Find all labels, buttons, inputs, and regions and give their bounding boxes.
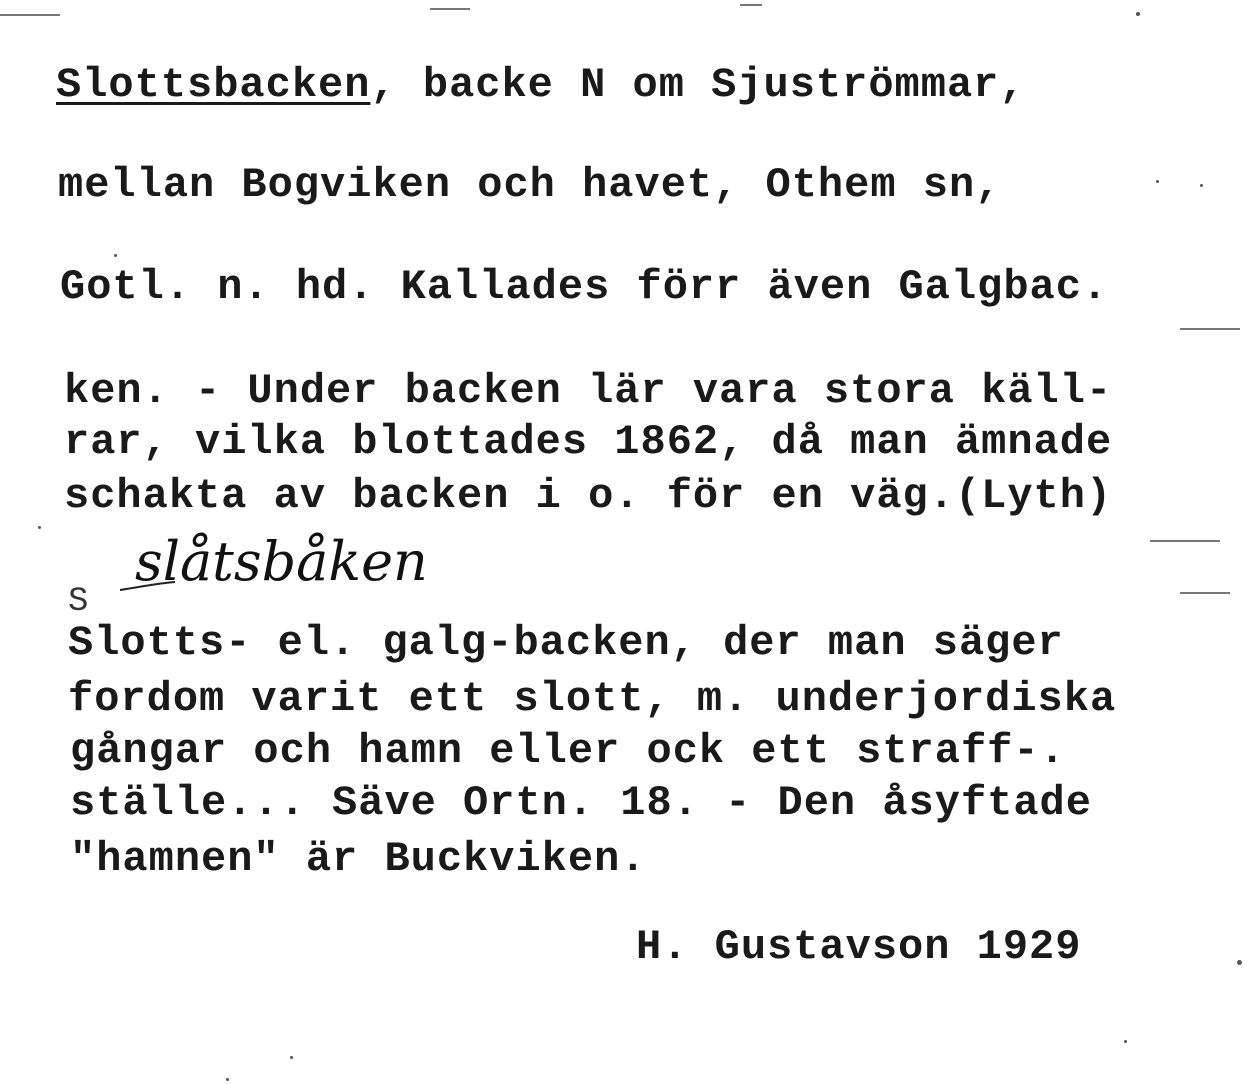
scan-mark: [0, 14, 60, 16]
card-line-9: gångar och hamn eller ock ett straff-.: [70, 727, 1066, 775]
scan-mark: [430, 8, 470, 10]
card-line-4: ken. - Under backen lär vara stora käll-: [64, 367, 1113, 415]
scan-mark: [740, 4, 762, 6]
card-line-8: fordom varit ett slott, m. underjordiska: [68, 675, 1117, 723]
card-line-2: mellan Bogviken och havet, Othem sn,: [58, 161, 1002, 209]
card-line-3: Gotl. n. hd. Kallades förr även Galgbac.: [60, 263, 1109, 311]
card-line-7: Slotts- el. galg-backen, der man säger: [68, 619, 1064, 667]
source-marker: S: [68, 583, 90, 621]
scan-speck: [1156, 180, 1159, 183]
scan-speck: [1136, 12, 1140, 16]
scan-mark: [1150, 540, 1220, 542]
card-line-11: "hamnen" är Buckviken.: [70, 835, 647, 883]
scan-mark: [1180, 592, 1230, 594]
card-line-10: ställe... Säve Ortn. 18. - Den åsyftade: [70, 779, 1092, 827]
card-line-1: [56, 61, 1026, 109]
scan-mark: [1180, 328, 1240, 330]
scan-speck: [1237, 960, 1242, 965]
headword: Slottsbacken: [56, 61, 371, 109]
signature: H. Gustavson 1929: [636, 923, 1082, 971]
scan-speck: [1200, 184, 1203, 187]
handwritten-form-text: slåtsbåken: [135, 530, 428, 593]
card-line-6: schakta av backen i o. för en väg.(Lyth): [64, 472, 1113, 520]
headword-description: , backe N om Sjuströmmar,: [370, 61, 1026, 109]
scan-speck: [114, 254, 117, 257]
scan-speck: [1124, 1040, 1127, 1043]
card-line-5: rar, vilka blottades 1862, då man ämnade: [64, 418, 1113, 466]
scan-speck: [226, 1078, 229, 1081]
handwritten-pronunciation: [115, 528, 575, 608]
scan-speck: [38, 526, 41, 529]
scan-speck: [290, 1056, 293, 1059]
